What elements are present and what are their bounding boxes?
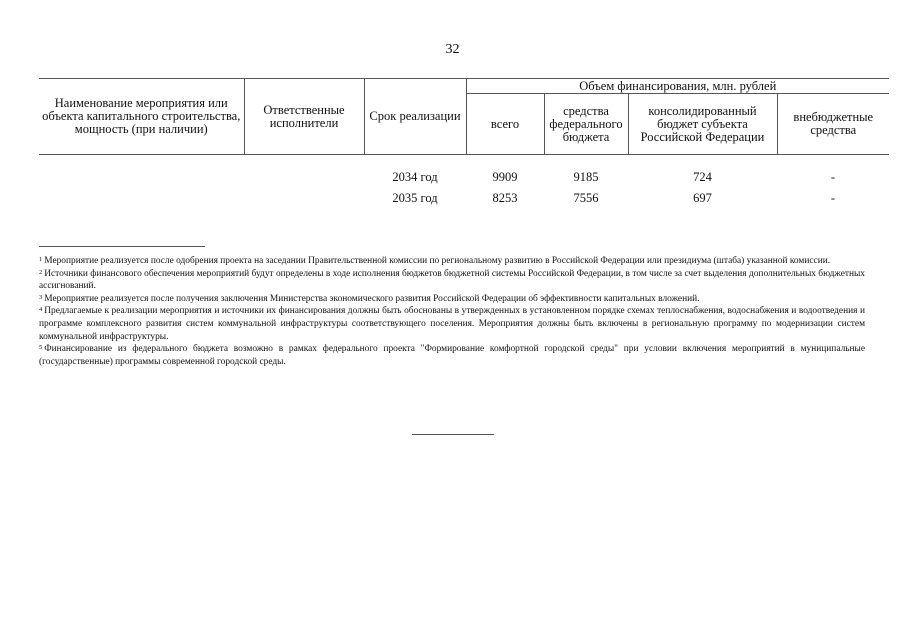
header-federal: средства федерального бюджета <box>544 94 628 155</box>
page-number: 32 <box>445 42 460 57</box>
footnote-mark: 1 <box>39 256 43 263</box>
cell-responsible <box>244 188 364 209</box>
footnote-mark: 5 <box>39 344 43 352</box>
footnote-text: Мероприятие реализуется после одобрения проекта на заседании Правительственной комиссии по региональному развитию в Российской Федерации или президиума (штаба) указанной комиссии. <box>44 256 831 266</box>
cell-federal: 7556 <box>573 191 599 205</box>
financing-table <box>39 78 889 209</box>
footnotes <box>39 255 865 368</box>
footnote-mark: 2 <box>39 268 43 276</box>
cell-federal: 9185 <box>573 170 599 184</box>
header-regional: консолидированный бюджет субъекта Российской Федерации <box>628 94 777 155</box>
cell-regional: 724 <box>693 170 712 184</box>
footnote-text: Источники финансового обеспечения мероприятий будут определены в ходе исполнения бюджетов бюджетной системы Российской Федерации, в том числе за счет выделения дополнительных бюджетных ассигнований. <box>39 268 865 292</box>
cell-extrabudget: - <box>830 170 836 184</box>
header-extrabudget: внебюджетные средства <box>777 94 889 155</box>
footnote <box>39 343 865 368</box>
footnote <box>39 293 865 306</box>
cell-name <box>39 155 244 189</box>
footnote-text: Мероприятие реализуется после получения заключения Министерства экономического развития Российской Федерации об эффективности капитальных вложений. <box>44 293 700 304</box>
header-responsible: Ответственные исполнители <box>244 79 364 155</box>
header-total: всего <box>466 94 544 155</box>
cell-extrabudget: - <box>830 191 836 205</box>
footnote <box>39 268 865 293</box>
cell-responsible <box>244 155 364 189</box>
cell-term: 2035 год <box>392 191 438 205</box>
footnote-text: Финансирование из федерального бюджета возможно в рамках федерального проекта "Формирование комфортной городской среды" при условии включения мероприятий в муниципальные (государственные) программы современной городской среды. <box>39 344 865 367</box>
cell-regional: 697 <box>693 191 712 205</box>
footnote-text: Предлагаемые к реализации мероприятия и источники их финансирования должны быть обоснованы в утвержденных в установленном порядке схемах теплоснабжения, водоснабжения и водоотведения и программе комплексного развития систем коммунальной инфраструктуры соответствующего поселения. Мероприятия должны быть включены в региональную программу по модернизации систем коммунальной инфраструктуры. <box>39 306 865 342</box>
header-term: Срок реализации <box>364 79 466 155</box>
cell-name <box>39 188 244 209</box>
footnote-mark: 3 <box>39 293 43 301</box>
end-separator <box>412 434 494 435</box>
cell-term: 2034 год <box>392 170 438 184</box>
cell-total: 8253 <box>492 191 518 205</box>
footnote-mark: 4 <box>39 306 43 314</box>
header-financing-group: Объем финансирования, млн. рублей <box>466 79 889 94</box>
table-row <box>39 155 889 189</box>
footnote <box>39 305 865 343</box>
table-row <box>39 188 889 209</box>
cell-total: 9909 <box>492 170 518 184</box>
header-name: Наименование мероприятия или объекта капитального строительства, мощность (при наличии) <box>39 79 244 155</box>
footnote <box>39 255 865 268</box>
footnote-separator <box>39 246 205 247</box>
